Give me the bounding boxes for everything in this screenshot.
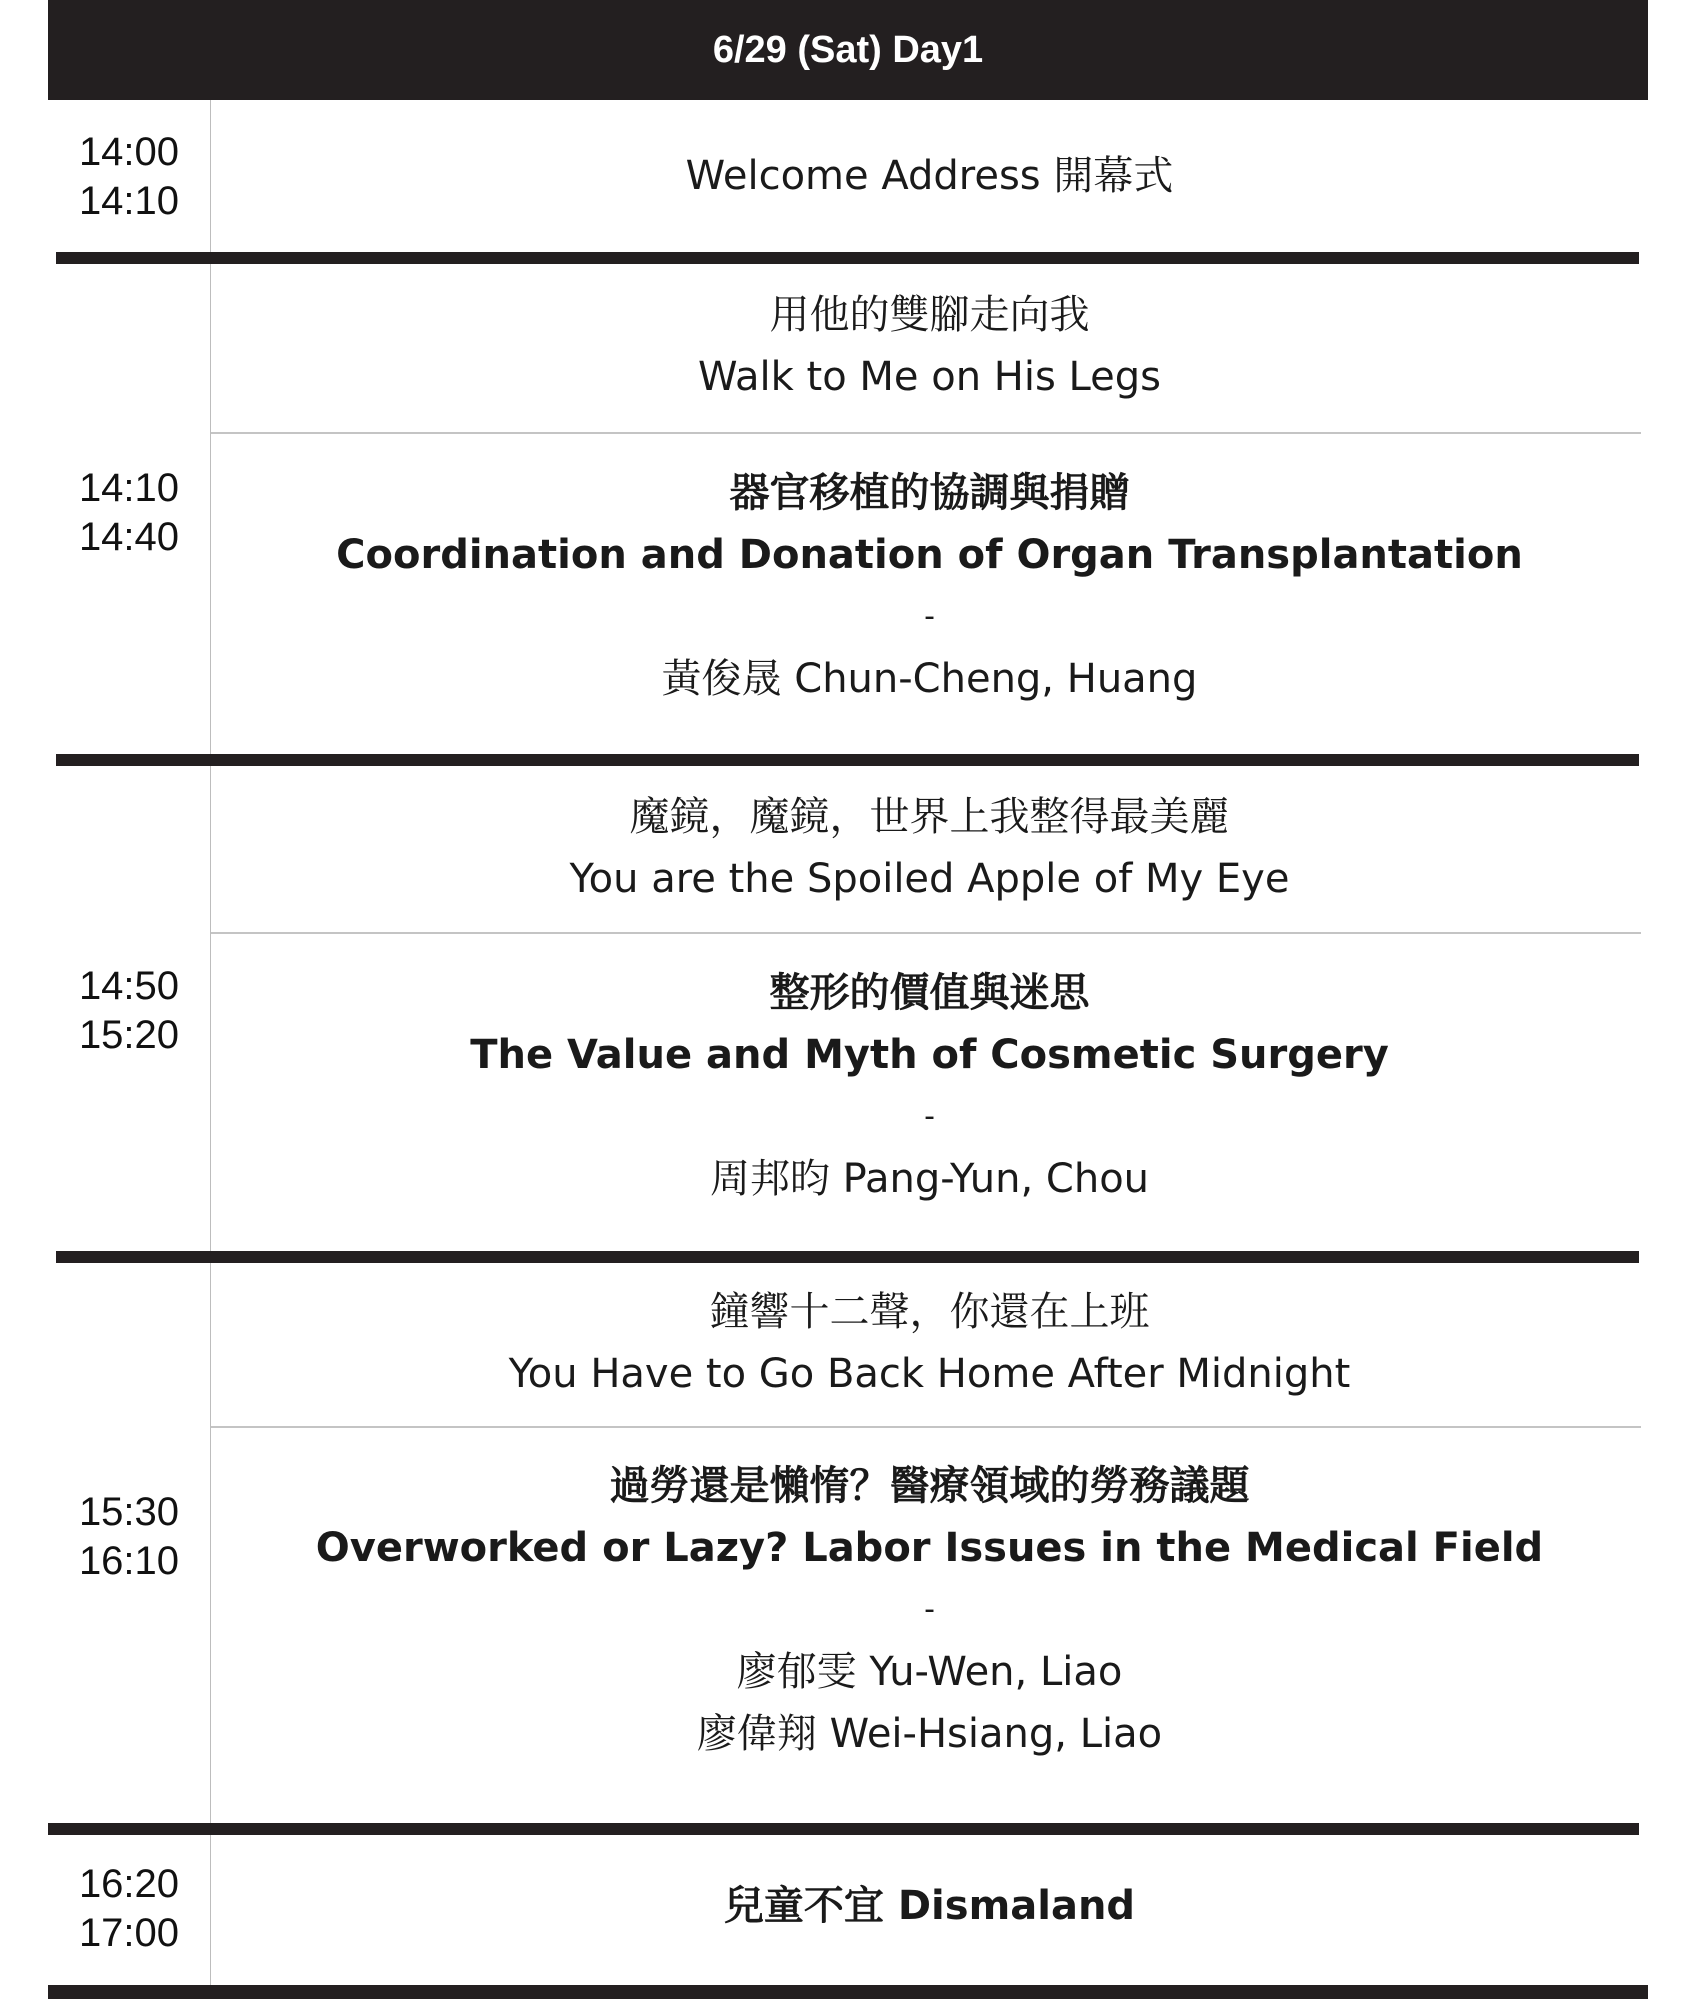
talk-title-zh: 整形的價值與迷思	[769, 970, 1090, 1016]
time-range	[48, 962, 210, 1060]
theme-title-en: You are the Spoiled Apple of My Eye	[569, 856, 1290, 902]
time-start: 14:10	[78, 466, 180, 510]
day-header	[48, 0, 1648, 100]
theme-title-zh: 鐘響十二聲，你還在上班	[709, 1289, 1150, 1335]
table-bottom-border	[48, 1985, 1648, 1999]
theme-title-zh: 用他的雙腳走向我	[769, 292, 1090, 338]
schedule-row-dismaland	[48, 1835, 1648, 1985]
session-theme	[211, 284, 1648, 408]
session-theme	[211, 786, 1648, 910]
speaker-name-2: 廖偉翔 Wei-Hsiang, Liao	[696, 1711, 1163, 1757]
talk-dash: -	[924, 599, 935, 634]
talk-title-en: Overworked or Lazy? Labor Issues in the Medical Field	[315, 1525, 1544, 1571]
time-start: 14:00	[78, 130, 180, 174]
session-theme	[211, 1281, 1648, 1405]
talk-title-zh: 過勞還是懶惰？醫療領域的勞務議題	[609, 1463, 1250, 1509]
theme-title-en: You Have to Go Back Home After Midnight	[508, 1351, 1351, 1397]
time-range	[48, 464, 210, 562]
time-end: 14:10	[78, 179, 180, 223]
time-start: 16:20	[78, 1862, 180, 1906]
schedule-row-organ-transplant	[48, 264, 1648, 754]
time-end: 16:10	[78, 1539, 180, 1583]
session-talk	[211, 962, 1648, 1210]
row-separator	[56, 252, 1639, 264]
theme-talk-divider	[211, 432, 1641, 434]
session-talk	[211, 1455, 1648, 1765]
theme-talk-divider	[211, 1426, 1641, 1428]
talk-title-en: Coordination and Donation of Organ Transplantation	[336, 532, 1523, 578]
schedule-row-cosmetic-surgery	[48, 766, 1648, 1251]
talk-title-zh: 器官移植的協調與捐贈	[729, 470, 1130, 516]
row-separator	[48, 1823, 1639, 1835]
session-title: 兒童不宜 Dismaland	[723, 1883, 1136, 1929]
time-range	[48, 128, 210, 226]
time-end: 15:20	[78, 1013, 180, 1057]
session-talk	[211, 462, 1648, 710]
theme-talk-divider	[211, 932, 1641, 934]
theme-title-zh: 魔鏡，魔鏡，世界上我整得最美麗	[629, 794, 1230, 840]
talk-dash: -	[924, 1099, 935, 1134]
session-title: Welcome Address 開幕式	[685, 153, 1174, 199]
day-title: 6/29 (Sat) Day1	[712, 28, 984, 71]
speaker-name: 黃俊晟 Chun-Cheng, Huang	[661, 656, 1198, 702]
time-end: 17:00	[78, 1911, 180, 1955]
time-range	[48, 1488, 210, 1586]
talk-title-en: The Value and Myth of Cosmetic Surgery	[470, 1032, 1389, 1078]
talk-dash: -	[924, 1592, 935, 1627]
speaker-name: 周邦昀 Pang-Yun, Chou	[709, 1156, 1150, 1202]
session-content	[211, 145, 1648, 207]
row-separator	[56, 754, 1639, 766]
schedule-row-labor-issues	[48, 1263, 1648, 1823]
row-separator	[56, 1251, 1639, 1263]
time-range	[48, 1860, 210, 1958]
schedule-row-opening	[48, 100, 1648, 252]
time-start: 14:50	[78, 964, 180, 1008]
speaker-name-1: 廖郁雯 Yu-Wen, Liao	[736, 1649, 1123, 1695]
theme-title-en: Walk to Me on His Legs	[698, 354, 1161, 400]
time-start: 15:30	[78, 1490, 180, 1534]
time-end: 14:40	[78, 515, 180, 559]
session-content	[211, 1875, 1648, 1937]
